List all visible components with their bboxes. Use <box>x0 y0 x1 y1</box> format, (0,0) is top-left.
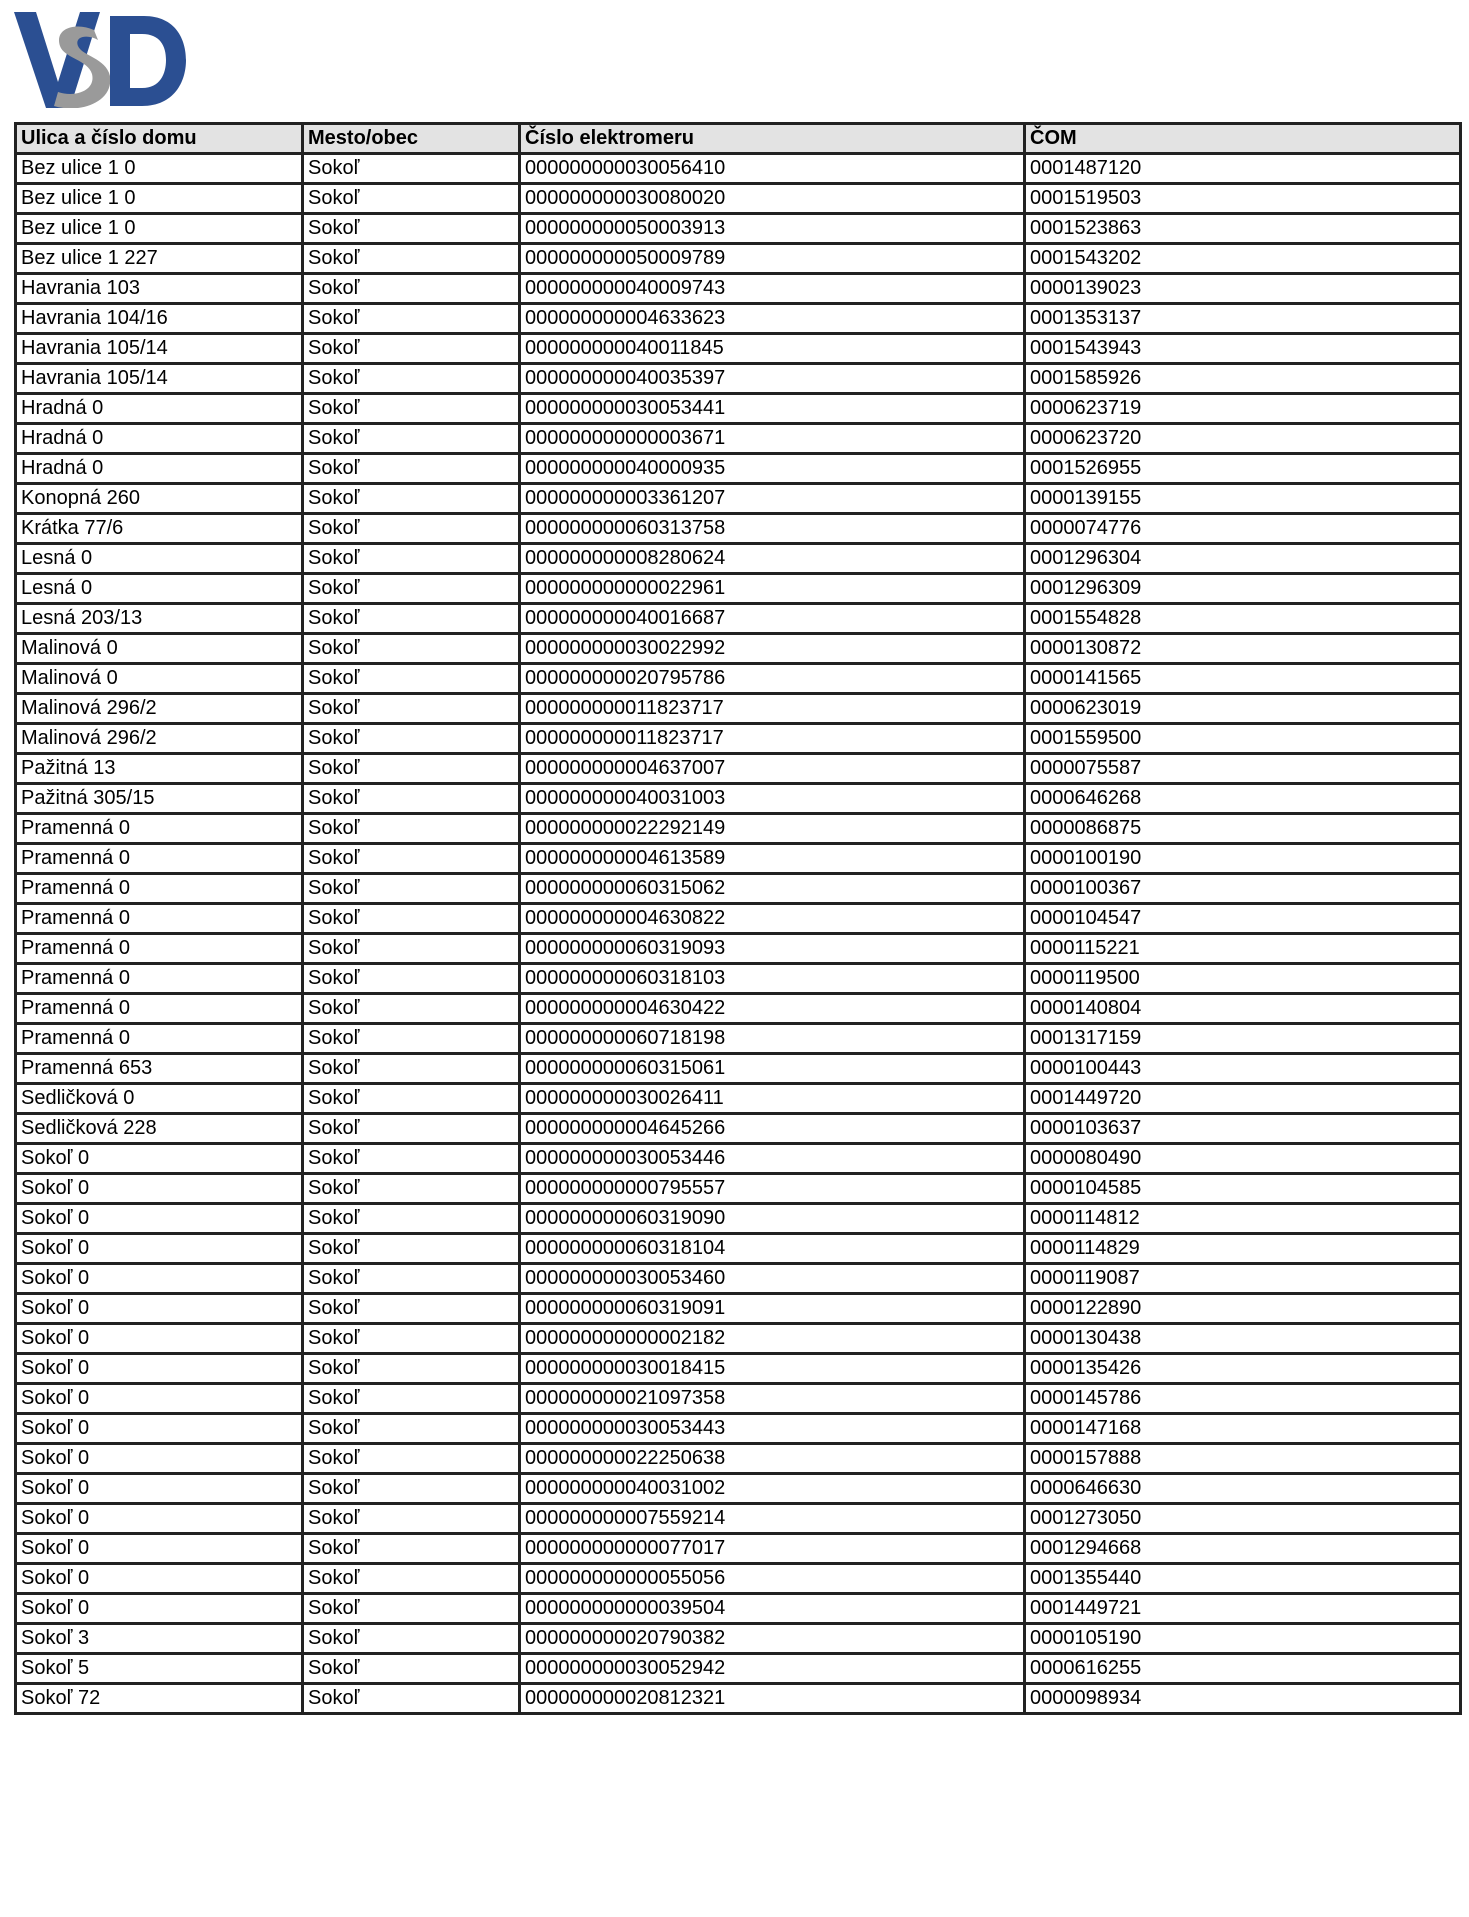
cell-city: Sokoľ <box>303 514 520 544</box>
cell-city: Sokoľ <box>303 1564 520 1594</box>
cell-street: Pramenná 0 <box>16 904 303 934</box>
cell-meter-number: 000000000060319093 <box>520 934 1025 964</box>
cell-meter-number: 000000000004630822 <box>520 904 1025 934</box>
table-row <box>16 1624 1461 1654</box>
cell-com: 0001526955 <box>1025 454 1461 484</box>
cell-com: 0000098934 <box>1025 1684 1461 1714</box>
cell-meter-number: 000000000060313758 <box>520 514 1025 544</box>
cell-city: Sokoľ <box>303 934 520 964</box>
table-row <box>16 1564 1461 1594</box>
table-row <box>16 1054 1461 1084</box>
cell-city: Sokoľ <box>303 1414 520 1444</box>
cell-com: 0000623720 <box>1025 424 1461 454</box>
cell-street: Sokoľ 0 <box>16 1264 303 1294</box>
cell-com: 0001353137 <box>1025 304 1461 334</box>
cell-street: Malinová 296/2 <box>16 724 303 754</box>
cell-city: Sokoľ <box>303 1024 520 1054</box>
table-row <box>16 184 1461 214</box>
table-row <box>16 1114 1461 1144</box>
cell-city: Sokoľ <box>303 154 520 184</box>
cell-street: Hradná 0 <box>16 424 303 454</box>
cell-city: Sokoľ <box>303 604 520 634</box>
cell-meter-number: 000000000040035397 <box>520 364 1025 394</box>
cell-city: Sokoľ <box>303 1174 520 1204</box>
cell-com: 0001294668 <box>1025 1534 1461 1564</box>
cell-meter-number: 000000000000055056 <box>520 1564 1025 1594</box>
table-row <box>16 844 1461 874</box>
meter-table <box>14 122 1462 1715</box>
cell-com: 0000119500 <box>1025 964 1461 994</box>
column-header-city: Mesto/obec <box>303 124 520 154</box>
cell-city: Sokoľ <box>303 1144 520 1174</box>
cell-city: Sokoľ <box>303 424 520 454</box>
cell-meter-number: 000000000020790382 <box>520 1624 1025 1654</box>
table-row <box>16 1264 1461 1294</box>
cell-com: 0000115221 <box>1025 934 1461 964</box>
cell-street: Sokoľ 0 <box>16 1444 303 1474</box>
table-row <box>16 1204 1461 1234</box>
cell-street: Bez ulice 1 0 <box>16 154 303 184</box>
cell-street: Pramenná 0 <box>16 964 303 994</box>
cell-street: Bez ulice 1 227 <box>16 244 303 274</box>
cell-com: 0001543202 <box>1025 244 1461 274</box>
table-row <box>16 874 1461 904</box>
cell-meter-number: 000000000030053443 <box>520 1414 1025 1444</box>
cell-city: Sokoľ <box>303 844 520 874</box>
cell-street: Sokoľ 0 <box>16 1594 303 1624</box>
table-row <box>16 1294 1461 1324</box>
cell-street: Sokoľ 0 <box>16 1504 303 1534</box>
table-row <box>16 1354 1461 1384</box>
cell-street: Sokoľ 3 <box>16 1624 303 1654</box>
table-row <box>16 514 1461 544</box>
cell-street: Havrania 105/14 <box>16 364 303 394</box>
cell-meter-number: 000000000004645266 <box>520 1114 1025 1144</box>
cell-com: 0000623719 <box>1025 394 1461 424</box>
table-row <box>16 274 1461 304</box>
cell-street: Pažitná 305/15 <box>16 784 303 814</box>
cell-com: 0000100190 <box>1025 844 1461 874</box>
table-row <box>16 1324 1461 1354</box>
cell-meter-number: 000000000060315062 <box>520 874 1025 904</box>
cell-street: Havrania 105/14 <box>16 334 303 364</box>
table-row <box>16 904 1461 934</box>
column-header-street: Ulica a číslo domu <box>16 124 303 154</box>
cell-meter-number: 000000000040000935 <box>520 454 1025 484</box>
cell-com: 0001519503 <box>1025 184 1461 214</box>
cell-street: Sokoľ 0 <box>16 1474 303 1504</box>
cell-street: Sokoľ 72 <box>16 1684 303 1714</box>
cell-street: Pramenná 653 <box>16 1054 303 1084</box>
cell-street: Pramenná 0 <box>16 814 303 844</box>
cell-com: 0000145786 <box>1025 1384 1461 1414</box>
cell-city: Sokoľ <box>303 364 520 394</box>
cell-street: Malinová 0 <box>16 634 303 664</box>
cell-street: Pramenná 0 <box>16 1024 303 1054</box>
cell-street: Sokoľ 0 <box>16 1414 303 1444</box>
cell-street: Lesná 0 <box>16 544 303 574</box>
cell-street: Malinová 0 <box>16 664 303 694</box>
cell-city: Sokoľ <box>303 724 520 754</box>
table-row <box>16 1024 1461 1054</box>
cell-com: 0000623019 <box>1025 694 1461 724</box>
table-row <box>16 394 1461 424</box>
table-row <box>16 1234 1461 1264</box>
cell-meter-number: 000000000040031002 <box>520 1474 1025 1504</box>
cell-meter-number: 000000000060319091 <box>520 1294 1025 1324</box>
cell-street: Sokoľ 0 <box>16 1324 303 1354</box>
table-row <box>16 784 1461 814</box>
cell-meter-number: 000000000000077017 <box>520 1534 1025 1564</box>
cell-street: Sedličková 228 <box>16 1114 303 1144</box>
cell-meter-number: 000000000050003913 <box>520 214 1025 244</box>
cell-meter-number: 000000000008280624 <box>520 544 1025 574</box>
cell-meter-number: 000000000060318104 <box>520 1234 1025 1264</box>
cell-com: 0000104547 <box>1025 904 1461 934</box>
table-row <box>16 574 1461 604</box>
table-row <box>16 154 1461 184</box>
cell-meter-number: 000000000021097358 <box>520 1384 1025 1414</box>
table-row <box>16 214 1461 244</box>
cell-meter-number: 000000000000003671 <box>520 424 1025 454</box>
table-row <box>16 1414 1461 1444</box>
cell-com: 0000100367 <box>1025 874 1461 904</box>
table-row <box>16 814 1461 844</box>
cell-meter-number: 000000000030053446 <box>520 1144 1025 1174</box>
cell-city: Sokoľ <box>303 1654 520 1684</box>
table-row <box>16 304 1461 334</box>
cell-meter-number: 000000000004613589 <box>520 844 1025 874</box>
cell-meter-number: 000000000003361207 <box>520 484 1025 514</box>
cell-com: 0000103637 <box>1025 1114 1461 1144</box>
cell-street: Bez ulice 1 0 <box>16 184 303 214</box>
cell-city: Sokoľ <box>303 1534 520 1564</box>
cell-meter-number: 000000000020812321 <box>520 1684 1025 1714</box>
cell-com: 0000135426 <box>1025 1354 1461 1384</box>
table-row <box>16 1684 1461 1714</box>
table-row <box>16 1594 1461 1624</box>
cell-city: Sokoľ <box>303 1054 520 1084</box>
cell-com: 0000130872 <box>1025 634 1461 664</box>
cell-street: Konopná 260 <box>16 484 303 514</box>
cell-city: Sokoľ <box>303 274 520 304</box>
cell-city: Sokoľ <box>303 1594 520 1624</box>
table-row <box>16 334 1461 364</box>
cell-city: Sokoľ <box>303 634 520 664</box>
cell-meter-number: 000000000060718198 <box>520 1024 1025 1054</box>
table-row <box>16 1504 1461 1534</box>
cell-com: 0000114829 <box>1025 1234 1461 1264</box>
cell-street: Sokoľ 0 <box>16 1534 303 1564</box>
cell-meter-number: 000000000022250638 <box>520 1444 1025 1474</box>
cell-com: 0000646630 <box>1025 1474 1461 1504</box>
cell-city: Sokoľ <box>303 874 520 904</box>
cell-meter-number: 000000000040009743 <box>520 274 1025 304</box>
cell-meter-number: 000000000011823717 <box>520 724 1025 754</box>
cell-meter-number: 000000000007559214 <box>520 1504 1025 1534</box>
table-row <box>16 1384 1461 1414</box>
cell-com: 0001449721 <box>1025 1594 1461 1624</box>
cell-meter-number: 000000000004633623 <box>520 304 1025 334</box>
cell-street: Pažitná 13 <box>16 754 303 784</box>
table-row <box>16 694 1461 724</box>
cell-city: Sokoľ <box>303 304 520 334</box>
table-row <box>16 994 1461 1024</box>
cell-com: 0000119087 <box>1025 1264 1461 1294</box>
cell-street: Lesná 0 <box>16 574 303 604</box>
cell-street: Sedličková 0 <box>16 1084 303 1114</box>
cell-city: Sokoľ <box>303 1624 520 1654</box>
table-row <box>16 934 1461 964</box>
cell-street: Sokoľ 0 <box>16 1384 303 1414</box>
table-row <box>16 424 1461 454</box>
cell-com: 0001543943 <box>1025 334 1461 364</box>
cell-com: 0000114812 <box>1025 1204 1461 1234</box>
cell-meter-number: 000000000040031003 <box>520 784 1025 814</box>
cell-city: Sokoľ <box>303 1294 520 1324</box>
cell-com: 0000075587 <box>1025 754 1461 784</box>
cell-street: Sokoľ 5 <box>16 1654 303 1684</box>
cell-street: Sokoľ 0 <box>16 1564 303 1594</box>
cell-meter-number: 000000000030026411 <box>520 1084 1025 1114</box>
cell-street: Havrania 103 <box>16 274 303 304</box>
cell-com: 0001355440 <box>1025 1564 1461 1594</box>
cell-meter-number: 000000000030018415 <box>520 1354 1025 1384</box>
cell-street: Pramenná 0 <box>16 874 303 904</box>
cell-meter-number: 000000000040016687 <box>520 604 1025 634</box>
cell-street: Pramenná 0 <box>16 934 303 964</box>
cell-city: Sokoľ <box>303 484 520 514</box>
table-row <box>16 364 1461 394</box>
cell-com: 0001554828 <box>1025 604 1461 634</box>
cell-city: Sokoľ <box>303 214 520 244</box>
cell-street: Pramenná 0 <box>16 844 303 874</box>
cell-street: Havrania 104/16 <box>16 304 303 334</box>
cell-com: 0000616255 <box>1025 1654 1461 1684</box>
cell-com: 0000141565 <box>1025 664 1461 694</box>
vsd-logo <box>14 12 186 108</box>
table-row <box>16 604 1461 634</box>
cell-street: Pramenná 0 <box>16 994 303 1024</box>
table-row <box>16 1174 1461 1204</box>
cell-com: 0000147168 <box>1025 1414 1461 1444</box>
cell-city: Sokoľ <box>303 1234 520 1264</box>
cell-city: Sokoľ <box>303 184 520 214</box>
cell-com: 0001273050 <box>1025 1504 1461 1534</box>
cell-city: Sokoľ <box>303 1264 520 1294</box>
cell-meter-number: 000000000011823717 <box>520 694 1025 724</box>
cell-city: Sokoľ <box>303 1324 520 1354</box>
cell-city: Sokoľ <box>303 1204 520 1234</box>
cell-com: 0000157888 <box>1025 1444 1461 1474</box>
column-header-com: ČOM <box>1025 124 1461 154</box>
cell-com: 0000086875 <box>1025 814 1461 844</box>
cell-city: Sokoľ <box>303 1684 520 1714</box>
cell-city: Sokoľ <box>303 1444 520 1474</box>
cell-city: Sokoľ <box>303 394 520 424</box>
cell-com: 0001296309 <box>1025 574 1461 604</box>
table-header-row <box>16 124 1461 154</box>
table-row <box>16 244 1461 274</box>
cell-com: 0000074776 <box>1025 514 1461 544</box>
cell-com: 0000105190 <box>1025 1624 1461 1654</box>
table-row <box>16 454 1461 484</box>
cell-city: Sokoľ <box>303 1504 520 1534</box>
table-row <box>16 964 1461 994</box>
cell-meter-number: 000000000004637007 <box>520 754 1025 784</box>
cell-meter-number: 000000000020795786 <box>520 664 1025 694</box>
cell-street: Malinová 296/2 <box>16 694 303 724</box>
cell-street: Sokoľ 0 <box>16 1234 303 1264</box>
cell-street: Sokoľ 0 <box>16 1174 303 1204</box>
cell-street: Sokoľ 0 <box>16 1294 303 1324</box>
cell-meter-number: 000000000030052942 <box>520 1654 1025 1684</box>
cell-city: Sokoľ <box>303 454 520 484</box>
cell-com: 0000100443 <box>1025 1054 1461 1084</box>
cell-city: Sokoľ <box>303 694 520 724</box>
cell-city: Sokoľ <box>303 1384 520 1414</box>
cell-city: Sokoľ <box>303 1354 520 1384</box>
cell-city: Sokoľ <box>303 1474 520 1504</box>
table-row <box>16 1444 1461 1474</box>
table-row <box>16 484 1461 514</box>
cell-street: Hradná 0 <box>16 394 303 424</box>
cell-meter-number: 000000000030080020 <box>520 184 1025 214</box>
cell-city: Sokoľ <box>303 814 520 844</box>
column-header-meter-number: Číslo elektromeru <box>520 124 1025 154</box>
cell-meter-number: 000000000030053441 <box>520 394 1025 424</box>
cell-street: Krátka 77/6 <box>16 514 303 544</box>
cell-city: Sokoľ <box>303 754 520 784</box>
cell-meter-number: 000000000050009789 <box>520 244 1025 274</box>
cell-meter-number: 000000000040011845 <box>520 334 1025 364</box>
cell-street: Lesná 203/13 <box>16 604 303 634</box>
cell-city: Sokoľ <box>303 334 520 364</box>
cell-city: Sokoľ <box>303 784 520 814</box>
cell-street: Hradná 0 <box>16 454 303 484</box>
cell-meter-number: 000000000060315061 <box>520 1054 1025 1084</box>
cell-com: 0001585926 <box>1025 364 1461 394</box>
table-row <box>16 634 1461 664</box>
cell-street: Sokoľ 0 <box>16 1204 303 1234</box>
cell-meter-number: 000000000030056410 <box>520 154 1025 184</box>
cell-city: Sokoľ <box>303 1114 520 1144</box>
table-row <box>16 1534 1461 1564</box>
cell-city: Sokoľ <box>303 904 520 934</box>
cell-com: 0000140804 <box>1025 994 1461 1024</box>
cell-meter-number: 000000000000002182 <box>520 1324 1025 1354</box>
cell-com: 0000122890 <box>1025 1294 1461 1324</box>
cell-com: 0001523863 <box>1025 214 1461 244</box>
cell-com: 0000139023 <box>1025 274 1461 304</box>
cell-street: Sokoľ 0 <box>16 1144 303 1174</box>
cell-com: 0000646268 <box>1025 784 1461 814</box>
cell-meter-number: 000000000030022992 <box>520 634 1025 664</box>
cell-com: 0001296304 <box>1025 544 1461 574</box>
cell-city: Sokoľ <box>303 544 520 574</box>
cell-com: 0000104585 <box>1025 1174 1461 1204</box>
table-row <box>16 1084 1461 1114</box>
table-body <box>16 154 1461 1714</box>
cell-meter-number: 000000000030053460 <box>520 1264 1025 1294</box>
cell-com: 0000080490 <box>1025 1144 1461 1174</box>
cell-city: Sokoľ <box>303 964 520 994</box>
table-row <box>16 1144 1461 1174</box>
cell-meter-number: 000000000000022961 <box>520 574 1025 604</box>
cell-city: Sokoľ <box>303 574 520 604</box>
cell-city: Sokoľ <box>303 1084 520 1114</box>
cell-meter-number: 000000000060318103 <box>520 964 1025 994</box>
cell-meter-number: 000000000000795557 <box>520 1174 1025 1204</box>
cell-street: Sokoľ 0 <box>16 1354 303 1384</box>
cell-com: 0001487120 <box>1025 154 1461 184</box>
cell-com: 0000139155 <box>1025 484 1461 514</box>
table-row <box>16 664 1461 694</box>
cell-com: 0001559500 <box>1025 724 1461 754</box>
cell-city: Sokoľ <box>303 994 520 1024</box>
cell-com: 0001449720 <box>1025 1084 1461 1114</box>
cell-street: Bez ulice 1 0 <box>16 214 303 244</box>
table-row <box>16 724 1461 754</box>
table-row <box>16 544 1461 574</box>
cell-city: Sokoľ <box>303 244 520 274</box>
cell-meter-number: 000000000022292149 <box>520 814 1025 844</box>
cell-meter-number: 000000000060319090 <box>520 1204 1025 1234</box>
cell-meter-number: 000000000000039504 <box>520 1594 1025 1624</box>
cell-com: 0000130438 <box>1025 1324 1461 1354</box>
cell-city: Sokoľ <box>303 664 520 694</box>
cell-com: 0001317159 <box>1025 1024 1461 1054</box>
table-row <box>16 754 1461 784</box>
cell-meter-number: 000000000004630422 <box>520 994 1025 1024</box>
table-row <box>16 1474 1461 1504</box>
table-row <box>16 1654 1461 1684</box>
